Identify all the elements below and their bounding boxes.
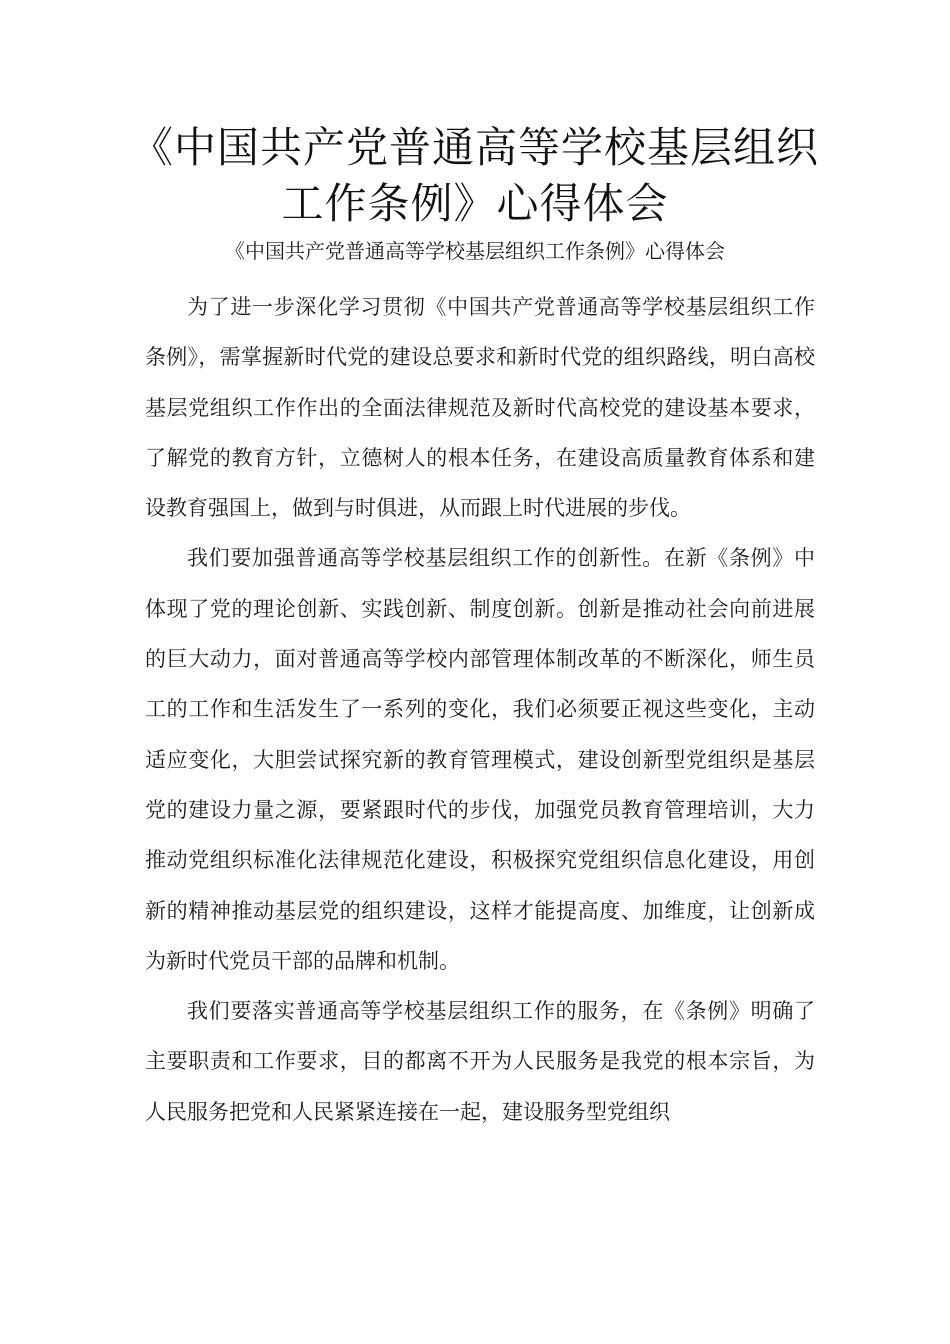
paragraph: 我们要加强普通高等学校基层组织工作的创新性。在新《条例》中体现了党的理论创新、实践创新、制度创新。创新是推动社会向前进展的巨大动力，面对普通高等学校内部管理体制改革的不断深化，师生员工的工作和生活发生了一系列的变化，我们必须要正视这些变化，主动适应变化，大胆尝试探究新的教育管理模式，建设创新型党组织是基层党的建设力量之源，要紧跟时代的步伐，加强党员教育管理培训，大力推动党组织标准化法律规范化建设，积极探究党组织信息化建设，用创新的精神推动基层党的组织建设，这样才能提高度、加维度，让创新成为新时代党员干部的品牌和机制。 — [145, 546, 815, 973]
document-subtitle: 《中国共产党普通高等学校基层组织工作条例》心得体会 — [225, 239, 725, 263]
document-title: 《中国共产党普通高等学校基层组织工作条例》心得体会 — [130, 123, 819, 228]
paragraph: 我们要落实普通高等学校基层组织工作的服务，在《条例》明确了主要职责和工作要求，目的都离不开为人民服务是我党的根本宗旨，为人民服务把党和人民紧紧连接在一起，建设服务型党组织 — [145, 999, 815, 1124]
paragraph: 为了进一步深化学习贯彻《中国共产党普通高等学校基层组织工作条例》，需掌握新时代党的建设总要求和新时代党的组织路线，明白高校基层党组织工作作出的全面法律规范及新时代高校党的建设基本要求，了解党的教育方针，立德树人的根本任务，在建设高质量教育体系和建设教育强国上，做到与时俱进，从而跟上时代进展的步伐。 — [145, 295, 815, 521]
document-body — [145, 282, 815, 1137]
